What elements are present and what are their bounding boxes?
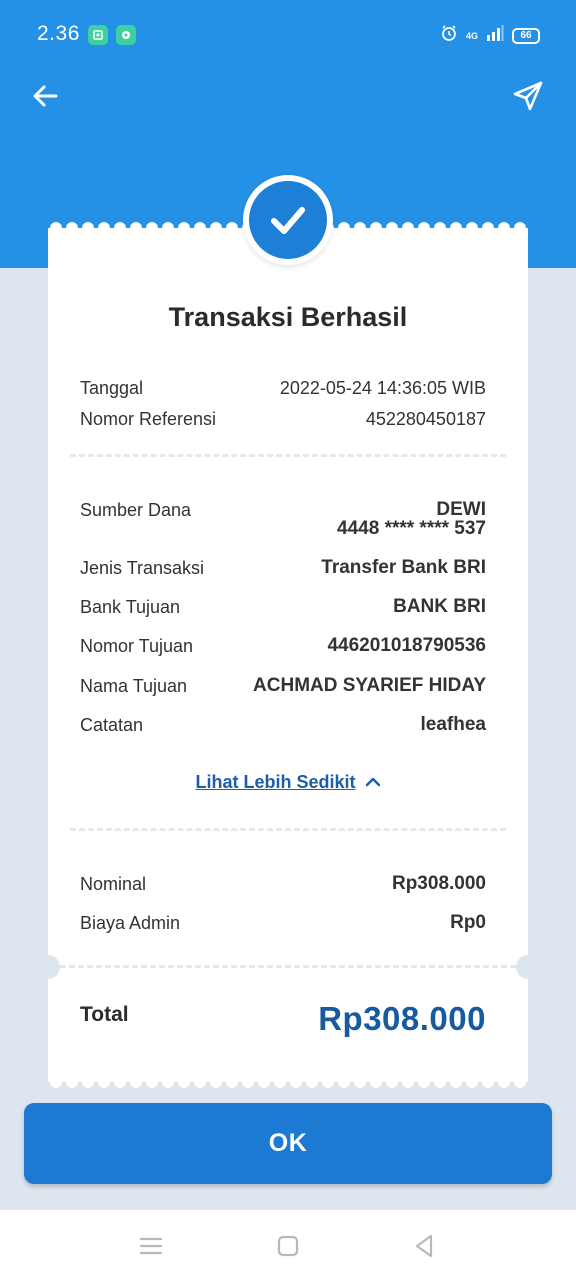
divider — [60, 965, 516, 968]
receipt-notch-left — [36, 955, 60, 979]
signal-icon — [486, 25, 504, 46]
catatan-label: Catatan — [80, 715, 144, 735]
nama-tujuan-label: Nama Tujuan — [80, 676, 188, 696]
bank-tujuan-label: Bank Tujuan — [80, 597, 181, 617]
show-less-link[interactable] — [48, 772, 528, 793]
referensi-row — [80, 409, 486, 429]
back-button[interactable] — [25, 76, 65, 116]
nomor-tujuan-value: 446201018790536 — [327, 635, 486, 656]
sumber-dana-name: DEWI — [436, 499, 486, 520]
tanggal-value: 2022-05-24 14:36:05 WIB — [279, 378, 486, 398]
nominal-row — [80, 874, 486, 894]
sumber-dana-label: Sumber Dana — [80, 500, 192, 520]
divider — [70, 828, 506, 831]
ok-button[interactable]: OK — [24, 1103, 552, 1184]
biaya-admin-label: Biaya Admin — [80, 913, 181, 933]
sumber-dana-account: 4448 **** **** 537 — [337, 518, 486, 539]
divider — [70, 454, 506, 457]
biaya-admin-row — [80, 913, 486, 933]
menu-icon[interactable] — [137, 1232, 165, 1260]
system-nav-bar — [0, 1210, 576, 1280]
status-time: 2.36 — [37, 22, 80, 45]
jenis-transaksi-label: Jenis Transaksi — [80, 558, 205, 578]
nomor-tujuan-label: Nomor Tujuan — [80, 636, 194, 656]
home-icon[interactable] — [274, 1232, 302, 1260]
referensi-value: 452280450187 — [365, 409, 486, 429]
show-less-label: Lihat Lebih Sedikit — [195, 772, 356, 792]
success-badge — [243, 175, 333, 265]
tanggal-label: Tanggal — [80, 378, 144, 398]
nama-tujuan-row — [80, 676, 486, 696]
checkmark-icon — [266, 198, 310, 242]
total-row — [80, 1000, 486, 1038]
arrow-left-icon — [30, 81, 60, 111]
chevron-up-icon — [365, 776, 381, 788]
total-label: Total — [80, 1003, 129, 1026]
referensi-label: Nomor Referensi — [80, 409, 217, 429]
receipt-bottom-edge — [48, 1072, 528, 1092]
bank-tujuan-row — [80, 597, 486, 617]
catatan-row — [80, 715, 486, 735]
page-title: Transaksi Berhasil — [168, 302, 408, 332]
nomor-tujuan-row — [80, 636, 486, 656]
biaya-admin-value: Rp0 — [450, 912, 486, 933]
bank-tujuan-value: BANK BRI — [393, 596, 486, 617]
share-button[interactable] — [508, 76, 548, 116]
catatan-value: leafhea — [420, 714, 486, 735]
jenis-transaksi-row — [80, 558, 486, 578]
nama-tujuan-value: ACHMAD SYARIEF HIDAY — [253, 675, 486, 696]
notification-app-icon — [88, 25, 108, 45]
back-nav-icon[interactable] — [410, 1232, 438, 1260]
jenis-transaksi-value: Transfer Bank BRI — [321, 557, 486, 578]
alarm-icon — [440, 24, 458, 47]
tanggal-row — [80, 378, 486, 398]
receipt-notch-right — [516, 955, 540, 979]
total-value: Rp308.000 — [318, 1000, 486, 1037]
battery-indicator: 66 — [512, 28, 540, 44]
status-bar — [0, 0, 576, 70]
send-icon — [512, 80, 544, 112]
nominal-value: Rp308.000 — [391, 873, 486, 894]
sumber-dana-row — [80, 500, 486, 538]
chat-notification-icon — [116, 25, 136, 45]
network-type: 4G — [465, 30, 478, 41]
nominal-label: Nominal — [80, 874, 147, 894]
